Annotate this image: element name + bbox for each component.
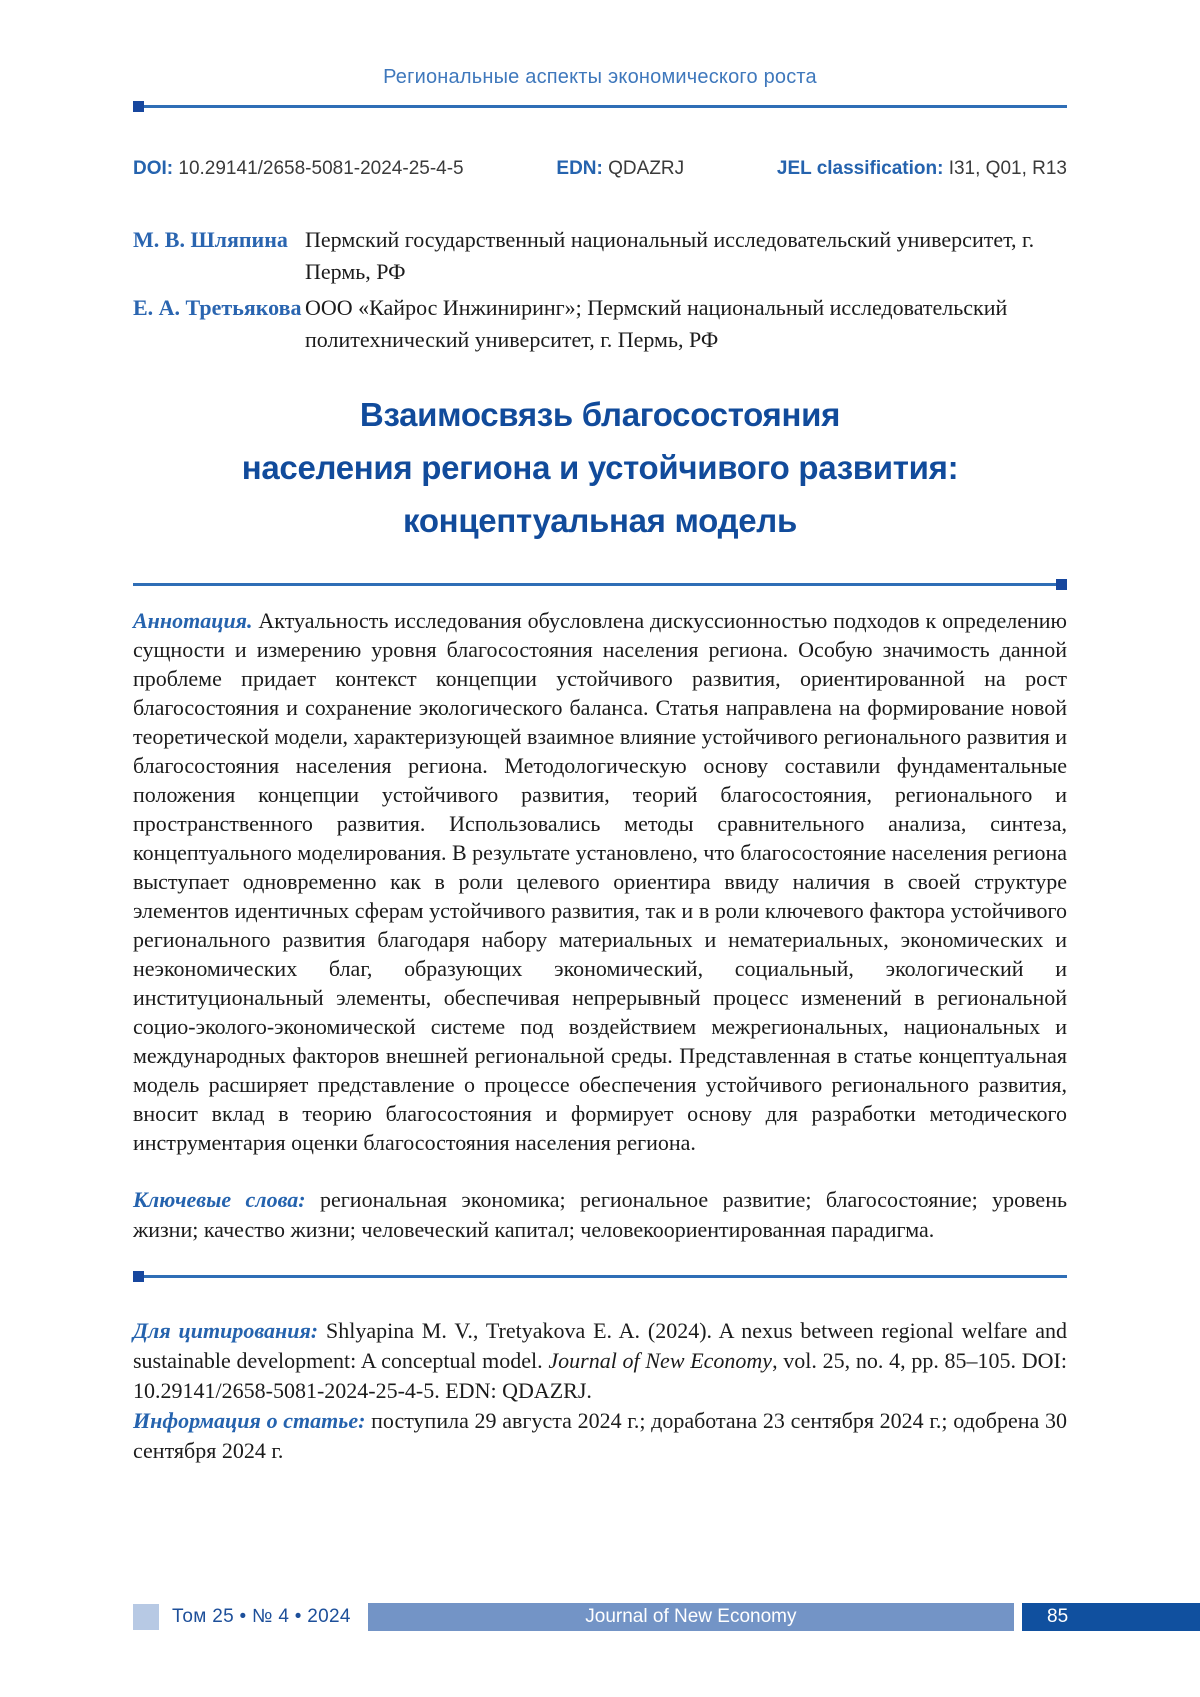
jel-group <box>777 158 1067 180</box>
footer-volume-info: Том 25 • № 4 • 2024 <box>172 1606 351 1627</box>
footer-page-number: 85 <box>1022 1603 1200 1631</box>
article-title <box>133 388 1067 547</box>
page-footer <box>133 1603 1200 1631</box>
abstract-label: Аннотация. <box>133 608 253 633</box>
article-info-label: Информация о статье: <box>133 1408 366 1433</box>
edn-group <box>556 158 684 180</box>
jel-value: I31, Q01, R13 <box>948 158 1067 179</box>
article-title-line: концептуальная модель <box>403 502 797 539</box>
author-affiliation: ООО «Кайрос Инжиниринг»; Пермский национальный исследовательский политехнический университет, г. Пермь, РФ <box>305 295 1008 352</box>
citation-journal-name: Journal of New Economy <box>548 1348 773 1373</box>
article-title-line: населения региона и устойчивого развития: <box>241 449 959 486</box>
jel-label: JEL classification: <box>776 158 944 179</box>
author-name: Е. А. Третьякова <box>133 295 302 320</box>
doi-value: 10.29141/2658-5081-2024-25-4-5 <box>178 158 464 179</box>
citation-text-before-journal: Shlyapina M. V., Tretyakova E. A. (2024). A nexus between regional welfare and sustainable development: A conceptual model. <box>133 1318 1068 1373</box>
citation-rule-square <box>133 1271 144 1282</box>
header-rule-square <box>133 101 144 112</box>
doi-group <box>133 158 464 180</box>
citation-rule <box>133 1275 1067 1278</box>
article-info-text: поступила 29 августа 2024 г.; доработана 23 сентября 2024 г.; одобрена 30 сентября 2024 г. <box>133 1408 1067 1463</box>
keywords-label: Ключевые слова: <box>133 1187 306 1212</box>
doi-label: DOI: <box>133 158 174 179</box>
keywords-paragraph <box>133 1185 1067 1245</box>
journal-section-title: Региональные аспекты экономического роста <box>383 66 817 88</box>
article-info-paragraph <box>133 1406 1067 1466</box>
edn-label: EDN: <box>556 158 603 179</box>
citation-label: Для цитирования: <box>133 1318 319 1343</box>
header-rule <box>133 105 1067 108</box>
citation-paragraph <box>133 1316 1067 1406</box>
citation-text-after-journal: , vol. 25, no. 4, pp. 85–105. DOI: 10.29141/2658-5081-2024-25-4-5. EDN: QDAZRJ. <box>133 1348 1067 1403</box>
article-title-line: Взаимосвязь благосостояния <box>359 396 841 433</box>
abstract-text: Актуальность исследования обусловлена дискуссионностью подходов к определению сущности и измерению уровня благосостояния населения региона. Особую значимость данной проблеме придает контекст концепции устойчивого развития, ориентированной на рост благосостояния и сохранение экологического баланса. Статья направлена на формирование новой теоретической модели, характеризующей взаимное влияние устойчивого регионального развития и благосостояния населения региона. Методологическую основу составили фундаментальные положения концепции устойчивого развития, теорий благосостояния, регионального и пространственного развития. Использовались методы сравнительного анализа, синтеза, концептуального моделирования. В результате установлено, что благосостояние населения региона выступает одновременно как в роли целевого ориентира ввиду наличия в своей структуре элементов идентичных сферам устойчивого развития, так и в роли ключевого фактора устойчивого регионального развития благодаря набору материальных и нематериальных, экономических и неэкономических благ, образующих экономический, социальный, экологический и институциональный элементы, обеспечивая непрерывный процесс изменений в региональной социо-эколого-экономической системе под воздействием межрегиональных, национальных и международных факторов внешней региональной среды. Представленная в статье концептуальная модель расширяет представление о процессе обеспечения устойчивого регионального развития, вносит вклад в теорию благосостояния и формирует основу для разработки методического инструментария оценки благосостояния населения региона. <box>133 608 1067 1155</box>
article-meta-row <box>133 158 1067 180</box>
authors-block <box>133 224 1067 356</box>
abstract-paragraph <box>133 606 1067 1157</box>
author-affiliation: Пермский государственный национальный исследовательский университет, г. Пермь, РФ <box>305 227 1035 284</box>
title-rule <box>133 583 1067 586</box>
author-row <box>133 224 1067 288</box>
author-row <box>133 292 1067 356</box>
footer-journal-name: Journal of New Economy <box>368 1603 1014 1631</box>
title-rule-square <box>1056 579 1067 590</box>
edn-value: QDAZRJ <box>608 158 685 179</box>
keywords-text: региональная экономика; региональное развитие; благосостояние; уровень жизни; качество жизни; человеческий капитал; человекоориентированная парадигма. <box>133 1187 1067 1242</box>
footer-accent-square <box>133 1604 159 1630</box>
author-name: М. В. Шляпина <box>133 227 288 252</box>
